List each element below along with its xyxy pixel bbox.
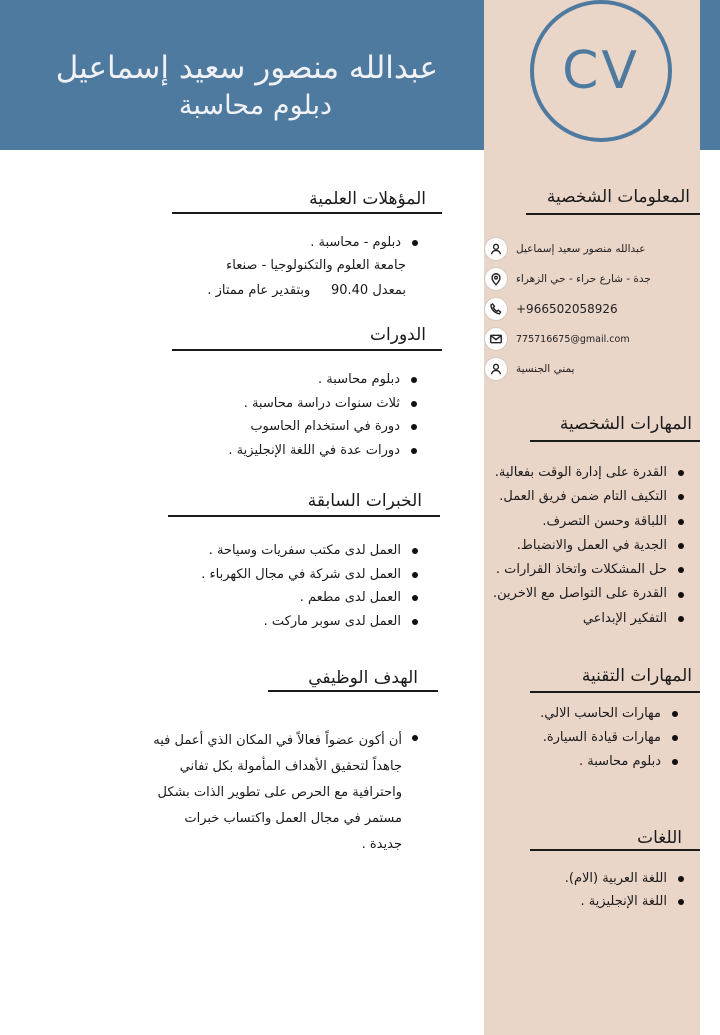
list-item: الجدية في العمل والانضباط. [493,534,684,558]
courses-rule [172,349,442,351]
cv-badge-text: CV [562,41,640,101]
personal-skills-title: المهارات الشخصية [559,414,692,434]
personal-info-title: المعلومات الشخصية [546,187,690,207]
career-goal-rule [268,690,438,692]
list-item: العمل لدى مكتب سفريات وسياحة . [201,539,418,563]
personal-skills-rule [530,440,700,442]
contact-address: جدة - شارع حراء - حي الزهراء [516,273,651,285]
languages-title: اللغات [637,828,682,848]
list-item: التكيف التام ضمن فريق العمل. [493,485,684,509]
technical-skills-rule [530,691,700,693]
contact-list [484,234,684,384]
languages-rule [530,849,700,851]
list-item: مهارات قيادة السيارة. [540,726,678,750]
user-icon [484,357,508,381]
list-item: اللغة الإنجليزية . [565,890,684,913]
list-item: حل المشكلات واتخاذ القرارات . [493,558,684,582]
courses-list [228,368,417,463]
list-item: العمل لدى مطعم . [201,586,418,610]
contact-address-row [484,264,684,294]
location-pin-icon [484,267,508,291]
list-item: دبلوم محاسبة . [540,750,678,774]
contact-phone-row [484,294,684,324]
technical-skills-title: المهارات التقنية [581,666,692,686]
cv-badge [530,0,672,142]
qualifications-list [310,233,418,253]
contact-phone[interactable]: +966502058926 [516,302,618,316]
contact-name-row [484,234,684,264]
contact-name: عبدالله منصور سعيد إسماعيل [516,243,646,255]
career-goal-line: جديدة . [361,837,402,852]
phone-icon [484,297,508,321]
list-item: مهارات الحاسب الالي. [540,702,678,726]
experience-list [201,539,418,634]
list-item: التفكير الإبداعي [493,607,684,631]
career-goal-line: واحترافية مع الحرص على تطوير الذات بشكل [157,785,402,800]
list-item: دورة في استخدام الحاسوب [228,415,417,439]
personal-info-rule [526,213,700,215]
list-item: دبلوم محاسبة . [228,368,417,392]
job-title: دبلوم محاسبة [178,90,332,121]
list-item: العمل لدى شركة في مجال الكهرباء . [201,563,418,587]
personal-skills-list [493,461,684,631]
experience-rule [168,515,440,517]
career-goal-bullet [412,735,418,741]
courses-title: الدورات [370,325,426,345]
career-goal-line: مستمر في مجال العمل واكتساب خبرات [184,811,402,826]
technical-skills-list [540,702,678,774]
qualifications-rule [172,212,442,214]
list-item: العمل لدى سوبر ماركت . [201,610,418,634]
contact-nationality-row [484,354,684,384]
user-icon [484,237,508,261]
list-item: القدرة على إدارة الوقت بفعالية. [493,461,684,485]
list-item: اللغة العربية (الام). [565,867,684,890]
list-item: القدرة على التواصل مع الاخرين. [493,582,684,606]
list-item: اللباقة وحسن التصرف. [493,510,684,534]
contact-email-row [484,324,684,354]
candidate-name: عبدالله منصور سعيد إسماعيل [55,50,438,86]
list-item: ثلاث سنوات دراسة محاسبة . [228,392,417,416]
career-goal-line: جاهداً لتحقيق الأهداف المأمولة بكل تفاني [179,759,402,774]
languages-list [565,867,684,913]
career-goal-line: أن أكون عضواً فعالاً في المكان الذي أعمل فيه [153,733,402,748]
contact-nationality: يمني الجنسية [516,363,575,375]
career-goal-text [112,728,402,858]
contact-email[interactable]: 775716675@gmail.com [516,333,630,345]
qualification-degree: دبلوم - محاسبة . [310,233,418,253]
career-goal-title: الهدف الوظيفي [308,668,418,688]
qualification-university: جامعة العلوم والتكنولوجيا - صنعاء [226,258,406,273]
list-item: دورات عدة في اللغة الإنجليزية . [228,439,417,463]
qualification-grade: بمعدل 90.40 وبتقدير عام ممتاز . [207,283,406,298]
qualifications-title: المؤهلات العلمية [309,189,426,209]
mail-icon [484,327,508,351]
experience-title: الخبرات السابقة [307,491,422,511]
